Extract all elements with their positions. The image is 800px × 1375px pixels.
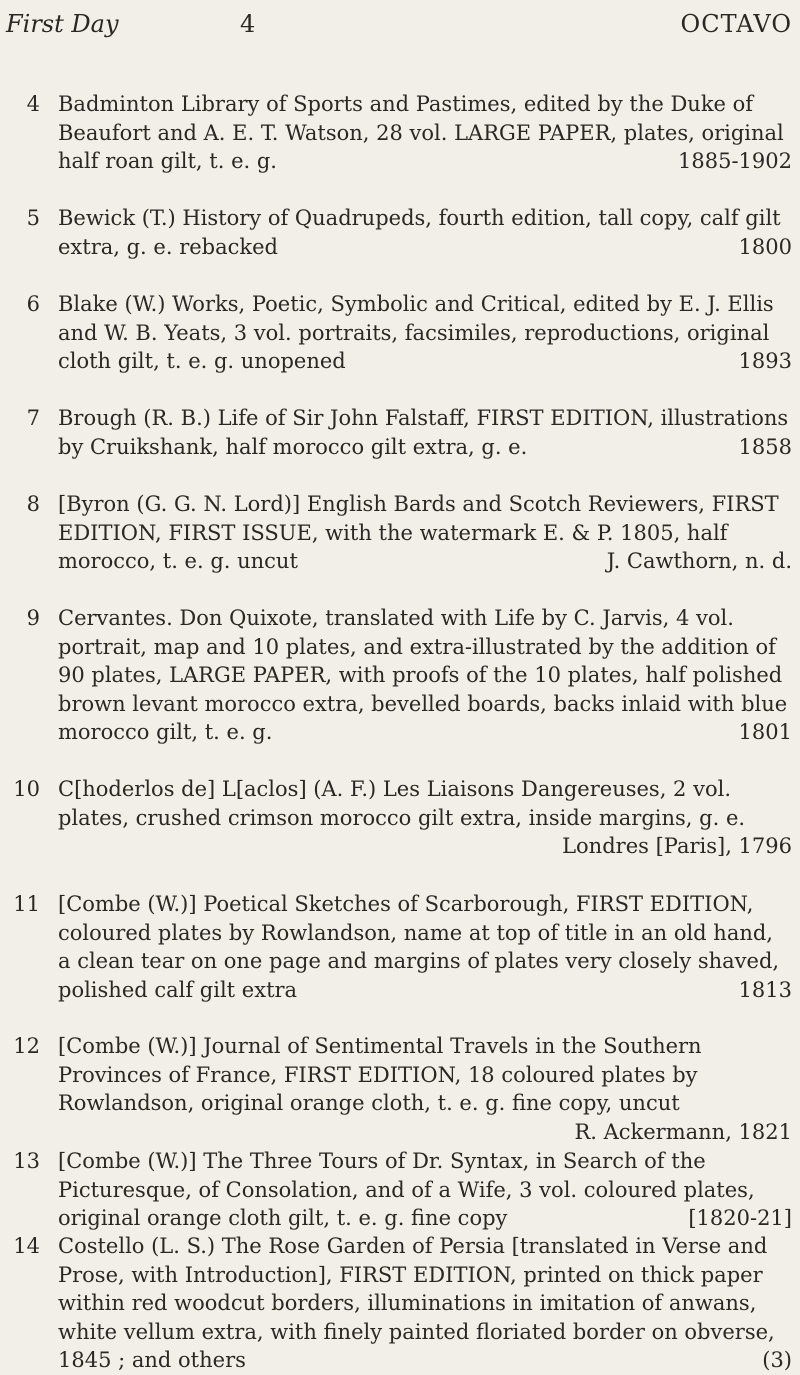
lot-date: R. Ackermann, 1821 (574, 1119, 792, 1144)
lot-description: Cervantes. Don Quixote, translated with Life by C. Jarvis, 4 vol. portrait, map and 10 plates, and extra-illustrated by the addition of 90 plates, LARGE PAPER, with proofs of the 10 plates, half polished brown levant morocco extra, bevelled boards, backs inlaid with blue morocco gilt, t. e. g. (58, 606, 788, 744)
lot-number: 4 (26, 92, 40, 116)
lot-date: 1800 (738, 234, 792, 259)
lot-date: Londres [Paris], 1796 (562, 834, 792, 858)
lot-number: 9 (26, 606, 40, 630)
lot-description: [Combe (W.)] The Three Tours of Dr. Syntax, in Search of the Picturesque, of Consolation, and of a Wife, 3 vol. coloured plates, original orange cloth gilt, t. e. g. fine copy (58, 1149, 755, 1230)
lot-description: Brough (R. B.) Life of Sir John Falstaff, FIRST EDITION, illustrations by Cruikshank, half morocco gilt extra, g. e. (58, 406, 789, 459)
lot-date: 1885-1902 (678, 149, 792, 173)
lot-description: [Byron (G. G. N. Lord)] English Bards and Scotch Reviewers, FIRST EDITION, FIRST ISSUE, with the watermark E. & P. 1805, half morocco, t. e. g. uncut (58, 492, 779, 573)
lot-number: 14 (13, 1234, 40, 1258)
lot-date: 1893 (738, 349, 792, 373)
lot-description: Costello (L. S.) The Rose Garden of Persia [translated in Verse and Prose, with Introduction], FIRST EDITION, printed on thick paper within red woodcut borders, illuminations in imitation of anwans, white vellum extra, with finely painted floriated border on obverse, 1845 ; and others (58, 1234, 775, 1372)
lot-number: 12 (13, 1034, 40, 1058)
lot-description: Badminton Library of Sports and Pastimes, edited by the Duke of Beaufort and A. E. T. Watson, 28 vol. LARGE PAPER, plates, original half roan gilt, t. e. g. (58, 92, 784, 173)
lot-description: [Combe (W.)] Poetical Sketches of Scarborough, FIRST EDITION, coloured plates by Rowlandson, name at top of title in an old hand, a clean tear on one page and margins of plates very closely shaved, polished calf gilt extra (58, 892, 780, 1002)
lot-date: 1801 (738, 720, 792, 744)
lot-number: 6 (26, 292, 40, 316)
lot-number: 5 (26, 206, 40, 230)
lot-date: (3) (762, 1348, 792, 1372)
lot-number: 11 (13, 892, 40, 916)
lot-number: 13 (13, 1149, 40, 1173)
lot-date: J. Cawthorn, n. d. (606, 549, 792, 573)
running-title: First Day (6, 10, 119, 38)
lot-description: Blake (W.) Works, Poetic, Symbolic and Critical, edited by E. J. Ellis and W. B. Yeats, 3 vol. portraits, facsimiles, reproductions, original cloth gilt, t. e. g. unopened (58, 292, 774, 373)
page-number: 4 (240, 10, 256, 38)
lot-date: [1820-21] (688, 1206, 792, 1230)
lot-date: 1858 (738, 434, 792, 459)
lot-number: 8 (26, 492, 40, 516)
lot-number: 10 (13, 777, 40, 801)
lot-description: Bewick (T.) History of Quadrupeds, fourth edition, tall copy, calf gilt extra, g. e. rebacked (58, 206, 781, 259)
page-header (0, 10, 800, 50)
lot-description: C[hoderlos de] L[aclos] (A. F.) Les Liaisons Dangereuses, 2 vol. plates, crushed crimson morocco gilt extra, inside margins, g. e. (58, 777, 746, 830)
lot-description: [Combe (W.)] Journal of Sentimental Travels in the Southern Provinces of France, FIRST EDITION, 18 coloured plates by Rowlandson, original orange cloth, t. e. g. fine copy, uncut (58, 1034, 702, 1115)
format-label: OCTAVO (680, 10, 792, 38)
lot-number: 7 (26, 406, 40, 430)
lot-date: 1813 (738, 977, 792, 1002)
